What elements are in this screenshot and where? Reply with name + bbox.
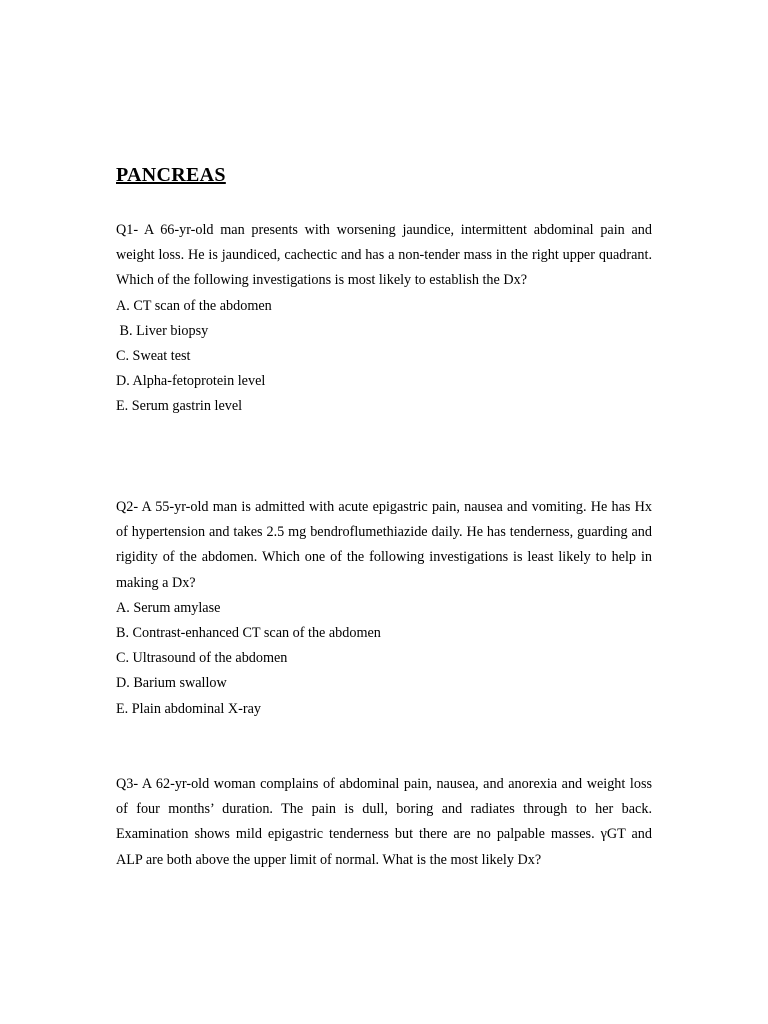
- question-1-option-c: C. Sweat test: [116, 348, 191, 365]
- question-1-options: [116, 294, 652, 420]
- question-1-option-a: A. CT scan of the abdomen: [116, 297, 272, 314]
- question-2-stem: Q2- A 55-yr-old man is admitted with acute epigastric pain, nausea and vomiting. He has Hx of hypertension and takes 2.5 mg bendroflumethiazide daily. He has tenderness, guarding and rigidity of the abdomen. Which one of the following investigations is least likely to help in making a Dx?: [116, 499, 652, 591]
- question-3: [116, 772, 652, 873]
- question-2-option-a: A. Serum amylase: [116, 599, 221, 616]
- question-1-stem: Q1- A 66-yr-old man presents with worsening jaundice, intermittent abdominal pain and weight loss. He is jaundiced, cachectic and has a non-tender mass in the right upper quadrant. Which of the following investigations is most likely to establish the Dx?: [116, 222, 652, 289]
- question-2: [116, 495, 652, 722]
- question-1: [116, 218, 652, 420]
- question-1-option-d: D. Alpha-fetoprotein level: [116, 373, 266, 390]
- question-2-option-e: E. Plain abdominal X-ray: [116, 700, 261, 717]
- question-2-options: [116, 596, 652, 722]
- question-2-option-d: D. Barium swallow: [116, 675, 227, 692]
- question-2-option-b: B. Contrast-enhanced CT scan of the abdomen: [116, 625, 381, 642]
- question-3-stem: Q3- A 62-yr-old woman complains of abdominal pain, nausea, and anorexia and weight loss of four months’ duration. The pain is dull, boring and radiates through to her back. Examination shows mild epigastric tenderness but there are no palpable masses. γGT and ALP are both above the upper limit of normal. What is the most likely Dx?: [116, 776, 652, 868]
- page-title: PANCREAS: [116, 164, 226, 186]
- question-1-option-e: E. Serum gastrin level: [116, 398, 243, 415]
- question-2-option-c: C. Ultrasound of the abdomen: [116, 650, 288, 667]
- question-1-option-b: B. Liver biopsy: [116, 322, 209, 339]
